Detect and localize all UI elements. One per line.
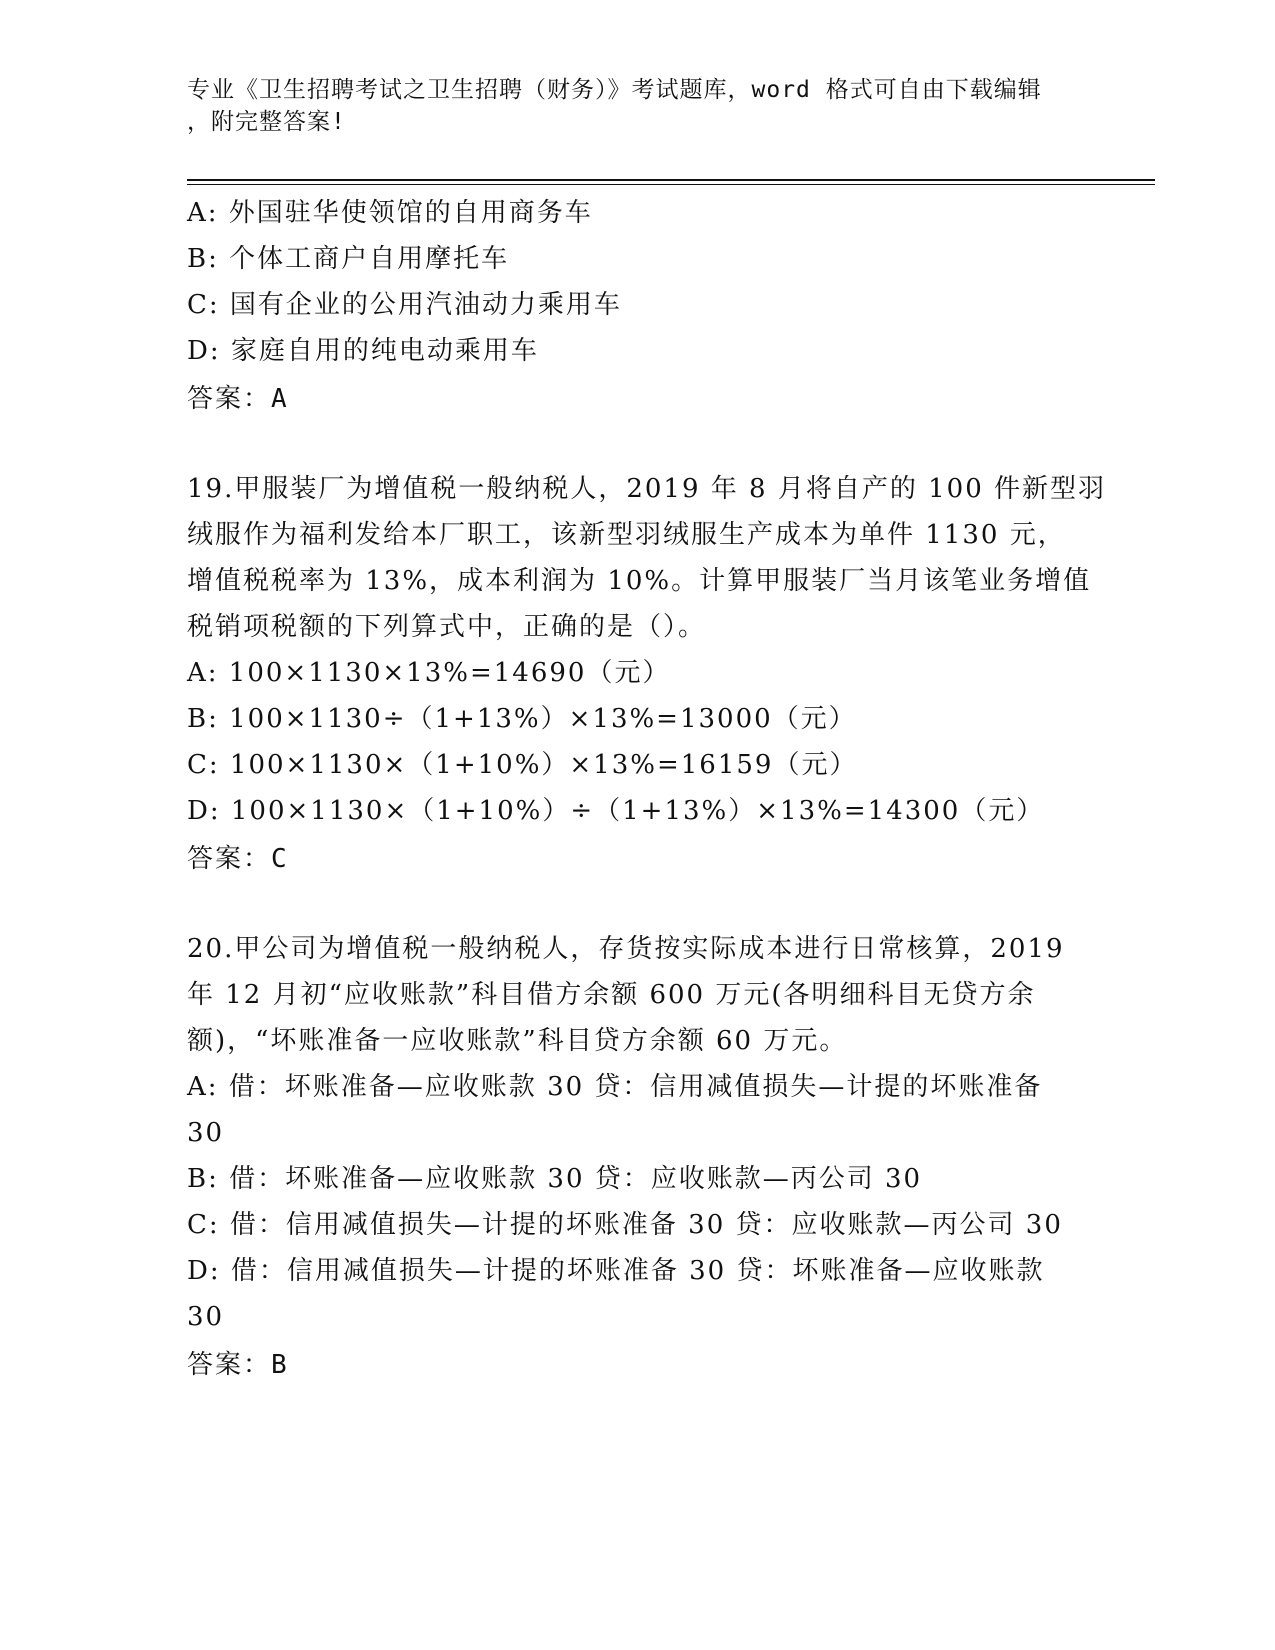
q20-answer: 答案：B [187, 1350, 289, 1380]
question-19-block [187, 466, 1107, 882]
q20-option-a-continued: 30 [187, 1118, 225, 1148]
q20-option-c: C: 借：信用减值损失—计提的坏账准备 30 贷：应收账款—丙公司 30 [187, 1210, 1063, 1240]
q18-answer: 答案：A [187, 384, 289, 414]
q19-option-d: D: 100×1130×（1+10%）÷（1+13%）×13%=14300（元） [187, 796, 1045, 826]
q20-stem-line-2: 年 12 月初“应收账款”科目借方余额 600 万元(各明细科目无贷方余 [187, 980, 1036, 1010]
q19-stem-line-3: 增值税税率为 13%，成本利润为 10%。计算甲服装厂当月该笔业务增值 [187, 566, 1092, 596]
q19-stem-line-2: 绒服作为福利发给本厂职工，该新型羽绒服生产成本为单件 1130 元， [187, 520, 1066, 550]
spacer [187, 882, 1087, 926]
header-divider-thick [187, 179, 1155, 181]
q18-option-c: C: 国有企业的公用汽油动力乘用车 [187, 290, 622, 320]
q19-stem-line-1: 19.甲服装厂为增值税一般纳税人，2019 年 8 月将自产的 100 件新型羽 [187, 474, 1107, 504]
question-18-block [187, 190, 1087, 422]
q20-stem-line-3: 额)，“坏账准备一应收账款”科目贷方余额 60 万元。 [187, 1026, 848, 1056]
q18-option-a: A: 外国驻华使领馆的自用商务车 [187, 198, 593, 228]
q20-stem-line-1: 20.甲公司为增值税一般纳税人，存货按实际成本进行日常核算，2019 [187, 934, 1065, 964]
question-20-block [187, 926, 1087, 1388]
q20-option-a: A: 借：坏账准备—应收账款 30 贷：信用减值损失—计提的坏账准备 [187, 1072, 1043, 1102]
q18-option-b: B: 个体工商户自用摩托车 [187, 244, 510, 274]
header-divider-thin [187, 184, 1155, 185]
question-content [187, 190, 1107, 1388]
q18-option-d: D: 家庭自用的纯电动乘用车 [187, 336, 539, 366]
q20-option-b: B: 借：坏账准备—应收账款 30 贷：应收账款—丙公司 30 [187, 1164, 923, 1194]
q19-answer: 答案：C [187, 844, 289, 874]
spacer [187, 422, 1087, 466]
q20-option-d-continued: 30 [187, 1302, 225, 1332]
q19-option-b: B: 100×1130÷（1+13%）×13%=13000（元） [187, 704, 857, 734]
q19-stem-line-4: 税销项税额的下列算式中，正确的是（）。 [187, 612, 707, 642]
q19-option-a: A: 100×1130×13%=14690（元） [187, 658, 671, 688]
q20-option-d: D: 借：信用减值损失—计提的坏账准备 30 贷：坏账准备—应收账款 [187, 1256, 1045, 1286]
q19-option-c: C: 100×1130×（1+10%）×13%=16159（元） [187, 750, 858, 780]
document-header [187, 74, 1087, 138]
header-line-2: ，附完整答案! [187, 109, 346, 135]
header-line-1: 专业《卫生招聘考试之卫生招聘（财务）》考试题库，word 格式可自由下载编辑 [187, 77, 1042, 103]
